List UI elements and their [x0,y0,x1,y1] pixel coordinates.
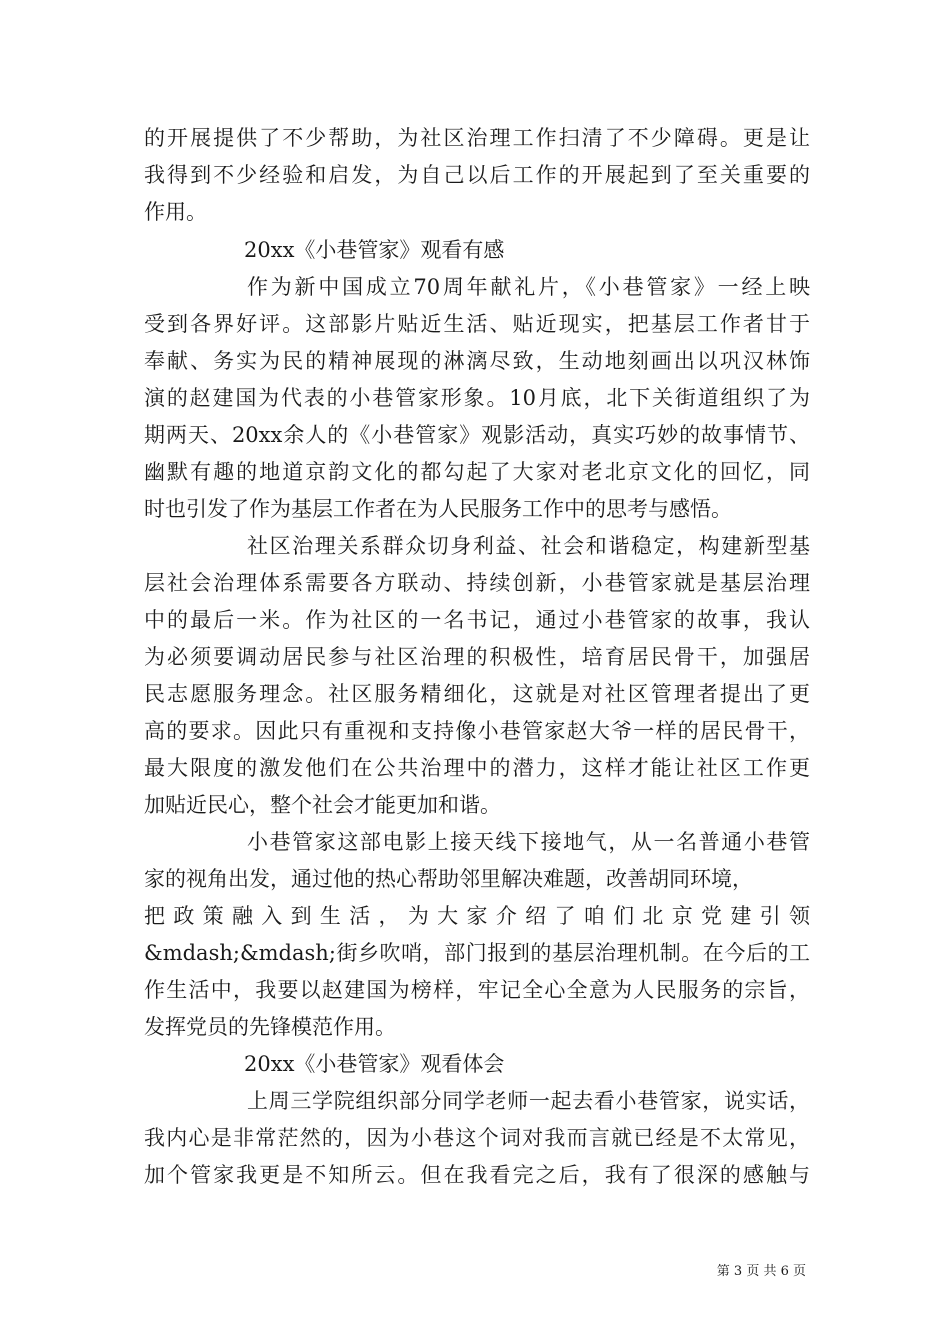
text-line: 加贴近民心，整个社会才能更加和谐。 [144,793,501,817]
text-line: 为必须要调动居民参与社区治理的积极性，培育居民骨干，加强居 [144,645,810,669]
text-line: 社区治理关系群众切身利益、社会和谐稳定，构建新型基 [247,534,810,558]
section-heading: 20xx《小巷管家》观看有感 [244,238,505,262]
page-footer: 第 3 页 共 6 页 [716,1264,806,1279]
text-line: 我内心是非常茫然的，因为小巷这个词对我而言就已经是不太常见， [144,1126,810,1150]
text-line: 我得到不少经验和启发，为自己以后工作的开展起到了至关重要的 [144,163,810,187]
text-line: 的开展提供了不少帮助，为社区治理工作扫清了不少障碍。更是让 [144,126,810,150]
text-line: 期两天、20xx余人的《小巷管家》观影活动，真实巧妙的故事情节、 [144,423,810,447]
section-heading: 20xx《小巷管家》观看体会 [244,1052,505,1076]
text-line: 幽默有趣的地道京韵文化的都勾起了大家对老北京文化的回忆，同 [144,460,810,484]
text-line: 作为新中国成立70周年献礼片，《小巷管家》一经上映 [247,275,810,299]
text-line: 作生活中，我要以赵建国为榜样，牢记全心全意为人民服务的宗旨， [144,978,810,1002]
text-line: 最大限度的激发他们在公共治理中的潜力，这样才能让社区工作更 [144,756,810,780]
text-line: 奉献、务实为民的精神展现的淋漓尽致，生动地刻画出以巩汉林饰 [144,349,810,373]
text-line: 发挥党员的先锋模范作用。 [144,1015,396,1039]
text-line: 时也引发了作为基层工作者在为人民服务工作中的思考与感悟。 [144,497,732,521]
text-line: 演的赵建国为代表的小巷管家形象。10月底，北下关街道组织了为 [144,386,810,410]
text-line: 中的最后一米。作为社区的一名书记，通过小巷管家的故事，我认 [144,608,810,632]
text-line: 作用。 [144,200,207,224]
text-line: 家的视角出发，通过他的热心帮助邻里解决难题，改善胡同环境， [144,867,753,891]
text-line: 受到各界好评。这部影片贴近生活、贴近现实，把基层工作者甘于 [144,312,810,336]
text-line: 高的要求。因此只有重视和支持像小巷管家赵大爷一样的居民骨干， [144,719,810,743]
text-line: 民志愿服务理念。社区服务精细化，这就是对社区管理者提出了更 [144,682,810,706]
text-line: 小巷管家这部电影上接天线下接地气，从一名普通小巷管 [247,830,810,854]
text-line: 层社会治理体系需要各方联动、持续创新，小巷管家就是基层治理 [144,571,810,595]
text-line: 把政策融入到生活，为大家介绍了咱们北京党建引领 [144,904,810,928]
text-line: &mdash;&mdash;街乡吹哨，部门报到的基层治理机制。在今后的工 [144,941,810,965]
text-line: 上周三学院组织部分同学老师一起去看小巷管家，说实话， [247,1089,810,1113]
text-line: 加个管家我更是不知所云。但在我看完之后，我有了很深的感触与 [144,1163,810,1187]
